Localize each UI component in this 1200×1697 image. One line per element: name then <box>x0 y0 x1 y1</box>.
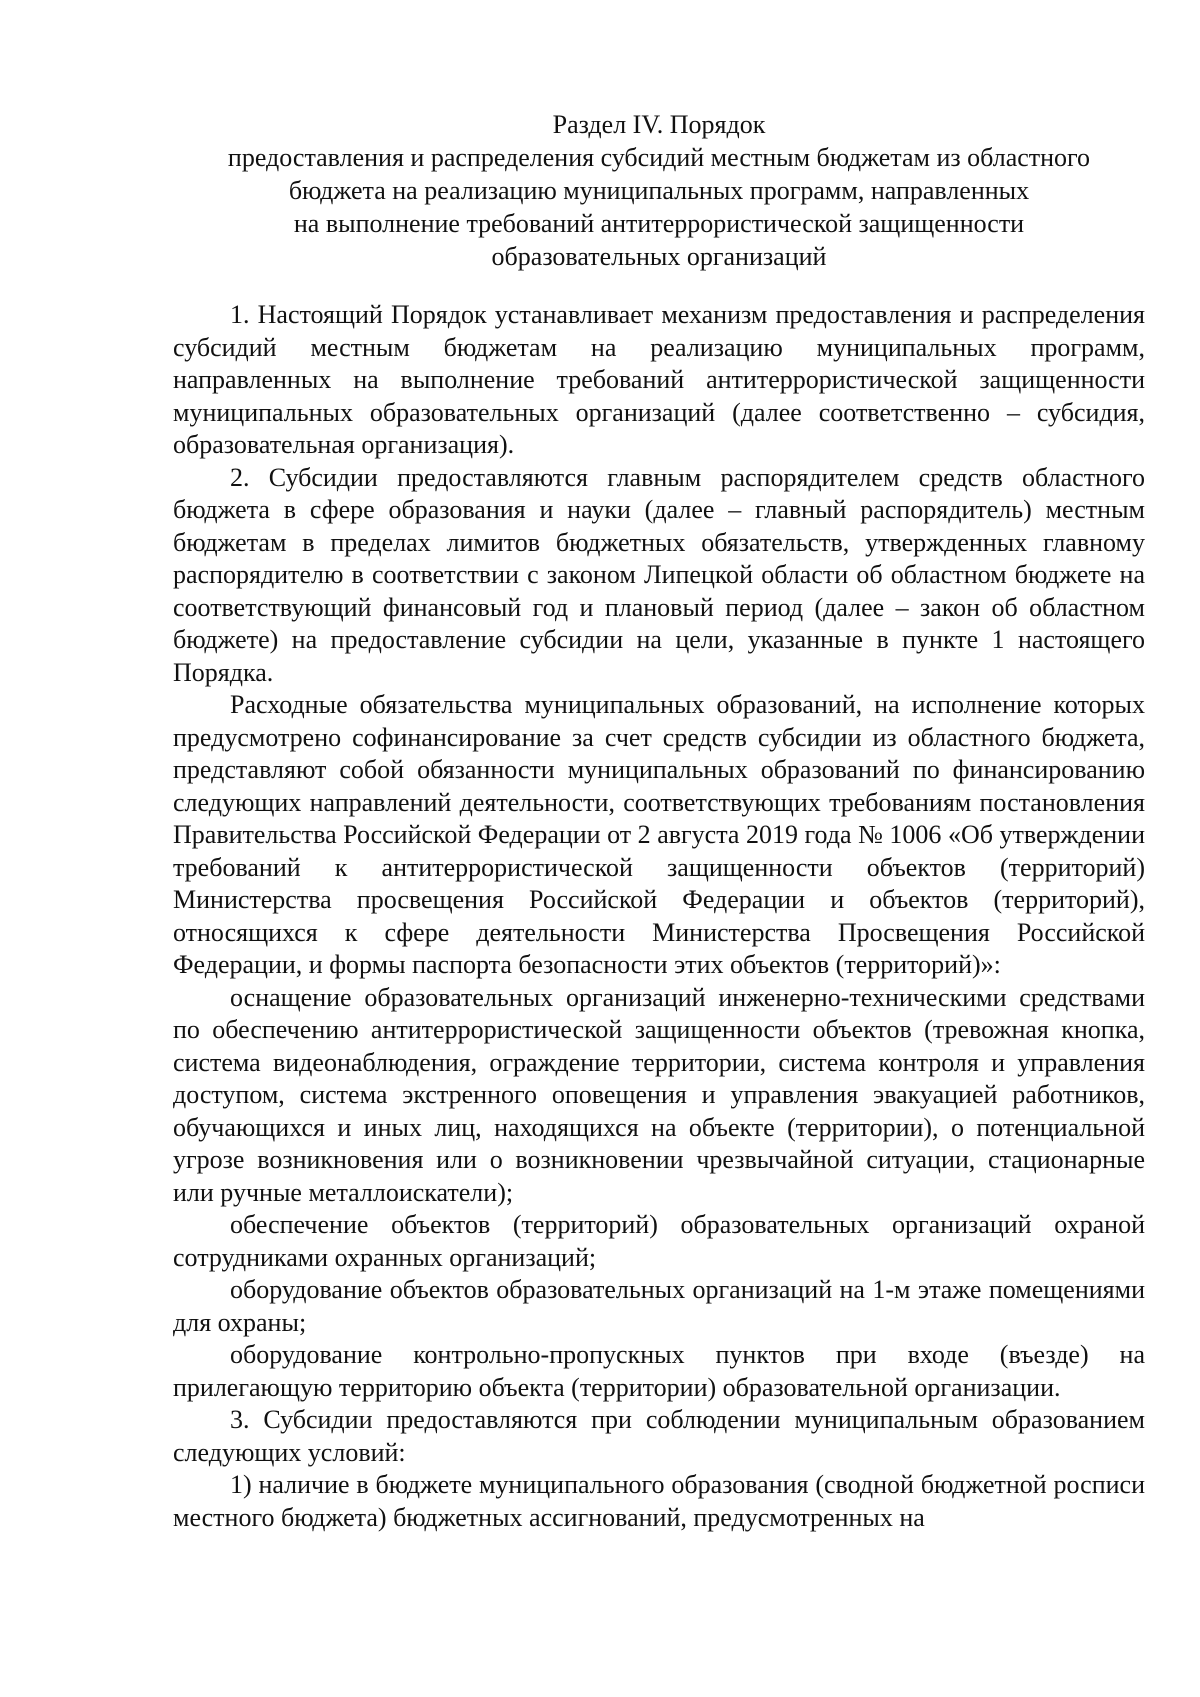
heading-line-2: предоставления и распределения субсидий местным бюджетам из областного <box>227 143 1091 172</box>
section-heading <box>173 108 1145 273</box>
paragraph-7: оборудование контрольно-пропускных пунктов при входе (въезде) на прилегающую территорию объекта (территории) образовательной организации. <box>173 1340 1145 1402</box>
paragraph-2: 2. Субсидии предоставляются главным распорядителем средств областного бюджета в сфере образования и науки (далее – главный распорядитель) местным бюджетам в пределах лимитов бюджетных обязательств, утвержденных главному распорядителю в соответствии с законом Липецкой области об областном бюджете на соответствующий финансовый год и плановый период (далее – закон об областном бюджете) на предоставление субсидии на цели, указанные в пункте 1 настоящего Порядка. <box>173 462 1145 687</box>
paragraph-6: оборудование объектов образовательных организаций на 1-м этаже помещениями для охраны; <box>173 1275 1145 1337</box>
document-page <box>173 108 1145 1534</box>
heading-line-5: образовательных организаций <box>491 242 827 271</box>
document-body <box>173 299 1145 1534</box>
paragraph-8: 3. Субсидии предоставляются при соблюдении муниципальным образованием следующих условий: <box>173 1405 1145 1467</box>
paragraph-3: Расходные обязательства муниципальных образований, на исполнение которых предусмотрено софинансирование за счет средств субсидии из областного бюджета, представляют собой обязанности муниципальных образований по финансированию следующих направлений деятельности, соответствующих требованиям постановления Правительства Российской Федерации от 2 августа 2019 года № 1006 «Об утверждении требований к антитеррористической защищенности объектов (территорий) Министерства просвещения Российской Федерации и объектов (территорий), относящихся к сфере деятельности Министерства Просвещения Российской Федерации, и формы паспорта безопасности этих объектов (территорий)»: <box>173 690 1145 979</box>
heading-line-1: Раздел IV. Порядок <box>552 110 766 139</box>
paragraph-4: оснащение образовательных организаций инженерно-техническими средствами по обеспечению антитеррористической защищенности объектов (тревожная кнопка, система видеонаблюдения, ограждение территории, система контроля и управления доступом, система экстренного оповещения и управления эвакуацией работников, обучающихся и иных лиц, находящихся на объекте (территории), о потенциальной угрозе возникновения или о возникновении чрезвычайной ситуации, стационарные или ручные металлоискатели); <box>173 982 1145 1207</box>
heading-line-3: бюджета на реализацию муниципальных программ, направленных <box>288 176 1030 205</box>
paragraph-1: 1. Настоящий Порядок устанавливает механизм предоставления и распределения субсидий местным бюджетам на реализацию муниципальных программ, направленных на выполнение требований антитеррористической защищенности муниципальных образовательных организаций (далее соответственно – субсидия, образовательная организация). <box>173 300 1145 459</box>
heading-line-4: на выполнение требований антитеррористической защищенности <box>293 209 1025 238</box>
paragraph-5: обеспечение объектов (территорий) образовательных организаций охраной сотрудниками охранных организаций; <box>173 1210 1145 1272</box>
paragraph-9: 1) наличие в бюджете муниципального образования (сводной бюджетной росписи местного бюджета) бюджетных ассигнований, предусмотренных на <box>173 1470 1145 1532</box>
